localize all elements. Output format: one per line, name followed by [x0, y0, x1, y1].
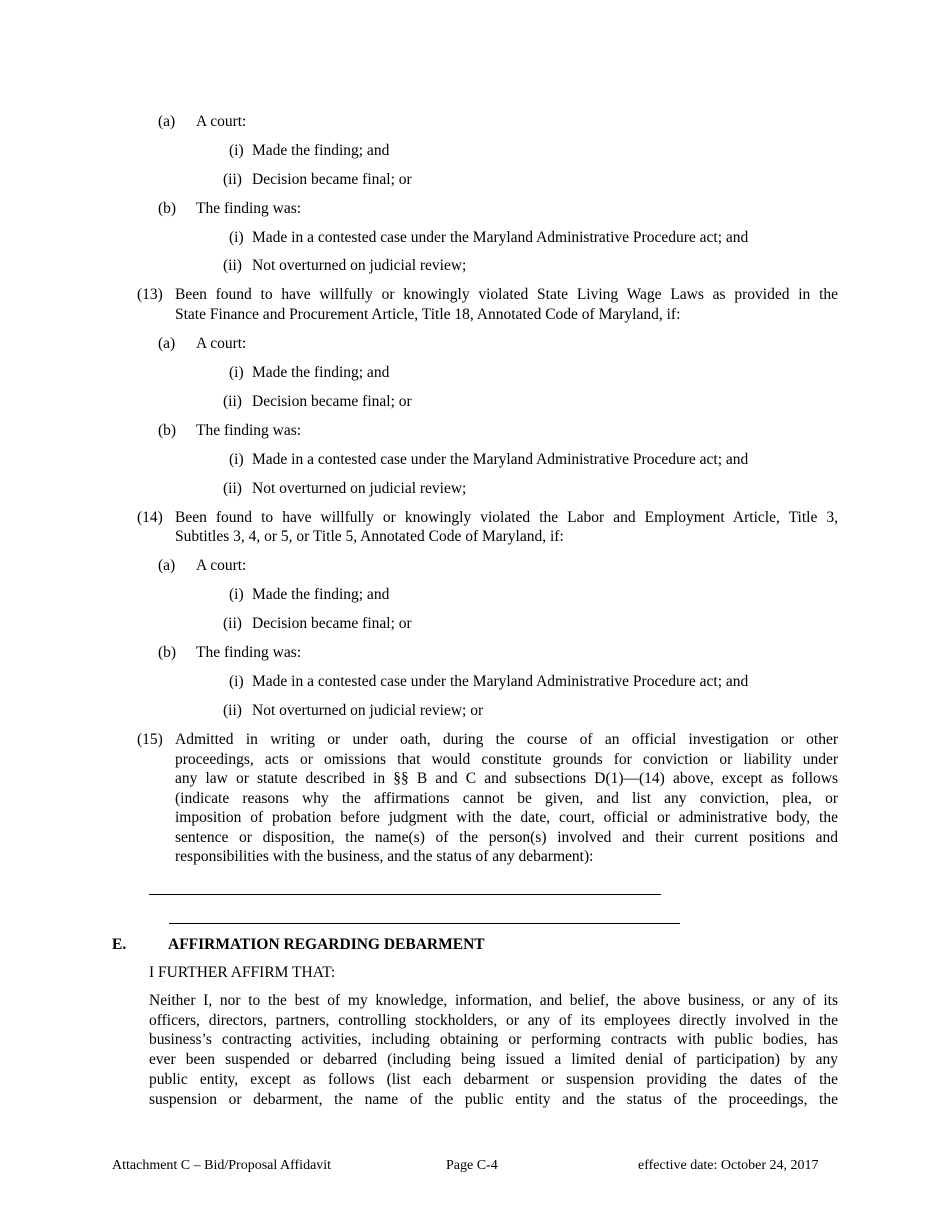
section-e-line: business’s contracting activities, including obtaining or performing contracts with public bodies, has: [149, 1031, 838, 1048]
item14-number: (14): [137, 509, 163, 526]
item12-b-label: (b): [158, 200, 177, 217]
item13-b-label: (b): [158, 422, 177, 439]
item15-line: (indicate reasons why the affirmations cannot be given, and list any conviction, plea, or: [175, 790, 838, 807]
item12-b-text: The finding was:: [196, 200, 302, 217]
item13-a-text: A court:: [196, 335, 247, 352]
item15-line: sentence or disposition, the name(s) of the person(s) involved and their current positions and: [175, 829, 838, 846]
item14-b-i-text: Made in a contested case under the Maryland Administrative Procedure act; and: [252, 673, 749, 690]
item12-b-ii-text: Not overturned on judicial review;: [252, 257, 467, 274]
response-blank-line-2[interactable]: [169, 923, 680, 924]
item12-a-label: (a): [158, 113, 176, 130]
section-e-heading: AFFIRMATION REGARDING DEBARMENT: [168, 936, 485, 953]
item14-a-ii-text: Decision became final; or: [252, 615, 412, 632]
item14-a-ii-label: (ii): [223, 615, 242, 632]
section-e-line: suspension or debarment, the name of the public entity and the status of the proceedings, the: [149, 1091, 838, 1108]
item12-a-ii-text: Decision became final; or: [252, 171, 412, 188]
item13-a-i-label: (i): [229, 364, 244, 381]
item14-a-i-label: (i): [229, 586, 244, 603]
item12-b-i-text: Made in a contested case under the Maryland Administrative Procedure act; and: [252, 229, 749, 246]
item13-b-i-label: (i): [229, 451, 244, 468]
item14-b-i-label: (i): [229, 673, 244, 690]
section-e-letter: E.: [112, 936, 127, 953]
item14-line2: Subtitles 3, 4, or 5, or Title 5, Annotated Code of Maryland, if:: [175, 528, 564, 545]
item15-line: Admitted in writing or under oath, during the course of an official investigation or other: [175, 731, 838, 748]
item14-a-text: A court:: [196, 557, 247, 574]
item13-b-ii-text: Not overturned on judicial review;: [252, 480, 467, 497]
item13-a-ii-label: (ii): [223, 393, 242, 410]
item12-a-ii-label: (ii): [223, 171, 242, 188]
item12-b-ii-label: (ii): [223, 257, 242, 274]
footer-effective-date: effective date: October 24, 2017: [638, 1158, 819, 1173]
section-e-line: Neither I, nor to the best of my knowledge, information, and belief, the above business, or any of its: [149, 992, 838, 1009]
item15-line: any law or statute described in §§ B and C and subsections D(1)—(14) above, except as follows: [175, 770, 838, 787]
footer-page-number: Page C-4: [446, 1158, 498, 1173]
item13-a-label: (a): [158, 335, 176, 352]
item13-number: (13): [137, 286, 163, 303]
item15-line: imposition of probation before judgment with the date, court, official or administrative body, the: [175, 809, 838, 826]
item14-b-ii-label: (ii): [223, 702, 242, 719]
item14-a-i-text: Made the finding; and: [252, 586, 390, 603]
section-e-line: ever been suspended or debarred (including being issued a limited denial of participation) by any: [149, 1051, 838, 1068]
item13-line1: Been found to have willfully or knowingly violated State Living Wage Laws as provided in the: [175, 286, 838, 303]
item15-line: responsibilities with the business, and the status of any debarment):: [175, 848, 594, 865]
item12-a-i-label: (i): [229, 142, 244, 159]
item14-b-ii-text: Not overturned on judicial review; or: [252, 702, 484, 719]
item15-line: proceedings, acts or omissions that would constitute grounds for conviction or liability under: [175, 751, 838, 768]
section-e-line: public entity, except as follows (list each debarment or suspension providing the dates of the: [149, 1071, 838, 1088]
item14-a-label: (a): [158, 557, 176, 574]
item13-a-ii-text: Decision became final; or: [252, 393, 412, 410]
item13-b-ii-label: (ii): [223, 480, 242, 497]
item12-a-text: A court:: [196, 113, 247, 130]
item13-line2: State Finance and Procurement Article, Title 18, Annotated Code of Maryland, if:: [175, 306, 681, 323]
item12-b-i-label: (i): [229, 229, 244, 246]
item13-b-text: The finding was:: [196, 422, 302, 439]
response-blank-line-1[interactable]: [149, 894, 661, 895]
item13-a-i-text: Made the finding; and: [252, 364, 390, 381]
item13-b-i-text: Made in a contested case under the Maryland Administrative Procedure act; and: [252, 451, 749, 468]
section-e-affirm: I FURTHER AFFIRM THAT:: [149, 964, 336, 981]
item12-a-i-text: Made the finding; and: [252, 142, 390, 159]
item15-number: (15): [137, 731, 163, 748]
item14-b-label: (b): [158, 644, 177, 661]
item14-b-text: The finding was:: [196, 644, 302, 661]
section-e-line: officers, directors, partners, controlling stockholders, or any of its employees directly involved in the: [149, 1012, 838, 1029]
item14-line1: Been found to have willfully or knowingly violated the Labor and Employment Article, Title 3,: [175, 509, 838, 526]
footer-document-title: Attachment C – Bid/Proposal Affidavit: [112, 1158, 332, 1173]
